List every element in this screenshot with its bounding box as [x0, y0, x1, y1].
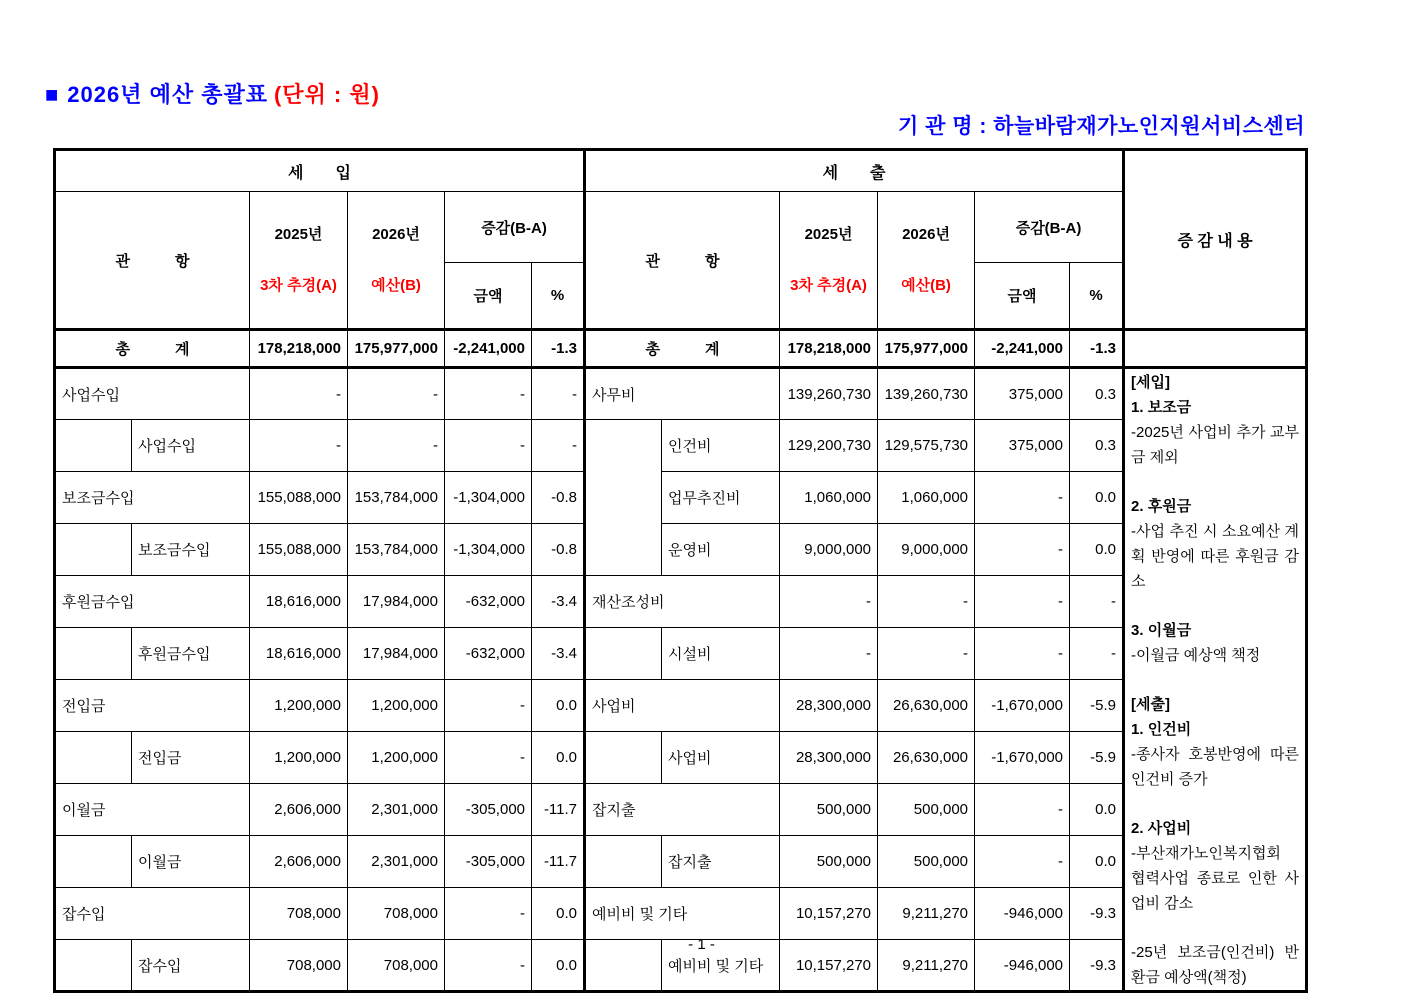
- revenue-gwan-label: 잡수입: [55, 888, 250, 940]
- expenditure-hang-label: 잡지출: [662, 836, 780, 888]
- revenue-indent-cell: [55, 628, 132, 680]
- expenditure-hang-label: 인건비: [662, 420, 780, 472]
- revenue-amount-2025: 18,616,000: [250, 576, 348, 628]
- revenue-gwan-label: 후원금수입: [55, 576, 250, 628]
- revenue-gwan-label: 사업수입: [55, 368, 250, 420]
- notes-text: [1131, 594, 1299, 618]
- notes-text: -25년 보조금(인건비) 반환금 예상액(책정): [1131, 943, 1300, 986]
- expenditure-total-label: 총 계: [585, 330, 780, 368]
- revenue-pct: -3.4: [532, 576, 585, 628]
- expenditure-amount-diff: 375,000: [975, 368, 1070, 420]
- revenue-gwan-label: 이월금: [55, 784, 250, 836]
- revenue-amount-2026: 17,984,000: [348, 628, 445, 680]
- revenue-amount-2025: 2,606,000: [250, 836, 348, 888]
- budget-data-row: [55, 680, 1307, 732]
- revenue-amount-2025: 708,000: [250, 940, 348, 992]
- revenue-2026-year: 2026년: [372, 226, 420, 243]
- expenditure-amount-diff: -946,000: [975, 940, 1070, 992]
- revenue-indent-cell: [55, 524, 132, 576]
- budget-data-row: [55, 420, 1307, 472]
- revenue-amount-2026: -: [348, 368, 445, 420]
- revenue-pct: -: [532, 368, 585, 420]
- revenue-amount-diff: -632,000: [445, 576, 532, 628]
- expenditure-hang-label: 예비비 및 기타: [662, 940, 780, 992]
- revenue-2025-sub: 3차 추경(A): [260, 277, 337, 294]
- revenue-hang-label: 잡수입: [132, 940, 250, 992]
- notes-heading: 1. 인건비: [1131, 720, 1192, 738]
- expenditure-2025-header: [780, 192, 878, 330]
- expenditure-amount-2025: 10,157,270: [780, 940, 878, 992]
- expenditure-total-2026: 175,977,000: [878, 330, 975, 368]
- expenditure-amount-diff: -: [975, 628, 1070, 680]
- budget-data-row: [55, 628, 1307, 680]
- revenue-hang-label: 후원금수입: [132, 628, 250, 680]
- notes-text: [1131, 470, 1299, 494]
- expenditure-indent-cell: [585, 628, 662, 680]
- revenue-amount-2025: 1,200,000: [250, 680, 348, 732]
- expenditure-pct: -5.9: [1070, 680, 1124, 732]
- expenditure-pct: 0.0: [1070, 836, 1124, 888]
- revenue-hang-label: 보조금수입: [132, 524, 250, 576]
- expenditure-amount-2025: 28,300,000: [780, 732, 878, 784]
- revenue-2026-header: [348, 192, 445, 330]
- revenue-amount-2025: 155,088,000: [250, 524, 348, 576]
- expenditure-amount-diff: -: [975, 576, 1070, 628]
- revenue-amount-2025: 155,088,000: [250, 472, 348, 524]
- page-title-unit: (단위 : 원): [273, 82, 380, 107]
- expenditure-indent-cell: [585, 420, 662, 576]
- budget-data-row: [55, 732, 1307, 784]
- revenue-indent-cell: [55, 732, 132, 784]
- expenditure-pct: 0.0: [1070, 524, 1124, 576]
- revenue-amount-2026: 153,784,000: [348, 472, 445, 524]
- expenditure-amount-diff: -: [975, 524, 1070, 576]
- revenue-pct: -11.7: [532, 836, 585, 888]
- expenditure-pct: 0.3: [1070, 368, 1124, 420]
- revenue-amount-diff: -632,000: [445, 628, 532, 680]
- expenditure-total-pct: -1.3: [1070, 330, 1124, 368]
- expenditure-amount-2025: -: [780, 628, 878, 680]
- revenue-pct: -: [532, 420, 585, 472]
- budget-table: [53, 148, 1308, 993]
- budget-data-row: [55, 784, 1307, 836]
- expenditure-amount-2026: 26,630,000: [878, 732, 975, 784]
- expenditure-amount-diff: 375,000: [975, 420, 1070, 472]
- expenditure-amount-2026: -: [878, 628, 975, 680]
- revenue-amount-diff: -305,000: [445, 784, 532, 836]
- revenue-pct-header: %: [532, 263, 585, 330]
- expenditure-amount-2025: 139,260,730: [780, 368, 878, 420]
- revenue-hang-label: 전입금: [132, 732, 250, 784]
- expenditure-total-diff: -2,241,000: [975, 330, 1070, 368]
- expenditure-hang-label: 업무추진비: [662, 472, 780, 524]
- expenditure-indent-cell: [585, 732, 662, 784]
- expenditure-pct: -: [1070, 628, 1124, 680]
- page-title-text: 2026년 예산 총괄표: [67, 82, 268, 107]
- notes-header: 증 감 내 용: [1124, 150, 1307, 330]
- revenue-hang-label: 사업수입: [132, 420, 250, 472]
- notes-heading: 2. 후원금: [1131, 497, 1192, 515]
- revenue-amount-2026: -: [348, 420, 445, 472]
- expenditure-amount-2025: -: [780, 576, 878, 628]
- expenditure-amount-2026: 139,260,730: [878, 368, 975, 420]
- expenditure-2025-sub: 3차 추경(A): [790, 277, 867, 294]
- expenditure-amount-2026: 1,060,000: [878, 472, 975, 524]
- revenue-amount-diff: -305,000: [445, 836, 532, 888]
- revenue-pct: 0.0: [532, 680, 585, 732]
- budget-data-row: [55, 888, 1307, 940]
- notes-cell: [1124, 368, 1307, 992]
- expenditure-gwan-label: 재산조성비: [585, 576, 780, 628]
- revenue-section-header: 세 입: [55, 150, 585, 192]
- expenditure-pct: 0.3: [1070, 420, 1124, 472]
- expenditure-amount-2025: 500,000: [780, 836, 878, 888]
- expenditure-gwan-label: 잡지출: [585, 784, 780, 836]
- expenditure-amount-2026: 9,211,270: [878, 888, 975, 940]
- revenue-amount-diff: -: [445, 732, 532, 784]
- budget-data-row: [55, 836, 1307, 888]
- revenue-amount-2025: 2,606,000: [250, 784, 348, 836]
- revenue-category-header: 관 항: [55, 192, 250, 330]
- expenditure-amount-2026: -: [878, 576, 975, 628]
- revenue-total-label: 총 계: [55, 330, 250, 368]
- expenditure-amount-diff: -1,670,000: [975, 732, 1070, 784]
- expenditure-amount-2026: 9,000,000: [878, 524, 975, 576]
- notes-heading: [세입]: [1131, 373, 1171, 391]
- title-bullet-icon: ■: [45, 82, 60, 107]
- expenditure-section-header: 세 출: [585, 150, 1124, 192]
- revenue-pct: 0.0: [532, 732, 585, 784]
- notes-heading: 1. 보조금: [1131, 398, 1192, 416]
- expenditure-amount-2025: 500,000: [780, 784, 878, 836]
- expenditure-hang-label: 시설비: [662, 628, 780, 680]
- revenue-pct: 0.0: [532, 888, 585, 940]
- expenditure-2026-header: [878, 192, 975, 330]
- expenditure-amount-2025: 10,157,270: [780, 888, 878, 940]
- budget-data-row: [55, 368, 1307, 420]
- expenditure-2026-year: 2026년: [902, 226, 950, 243]
- expenditure-hang-label: 운영비: [662, 524, 780, 576]
- revenue-2026-sub: 예산(B): [371, 277, 421, 294]
- revenue-amount-header: 금액: [445, 263, 532, 330]
- revenue-amount-diff: -: [445, 940, 532, 992]
- expenditure-2025-year: 2025년: [804, 226, 853, 243]
- revenue-amount-2026: 1,200,000: [348, 732, 445, 784]
- expenditure-pct: 0.0: [1070, 472, 1124, 524]
- revenue-amount-2026: 708,000: [348, 940, 445, 992]
- expenditure-amount-2025: 9,000,000: [780, 524, 878, 576]
- notes-text: -부산재가노인복지협회 협력사업 종료로 인한 사업비 감소: [1131, 844, 1300, 912]
- revenue-amount-diff: -1,304,000: [445, 472, 532, 524]
- expenditure-pct: -: [1070, 576, 1124, 628]
- revenue-amount-diff: -: [445, 888, 532, 940]
- org-name: 기 관 명 : 하늘바람재가노인지원서비스센터: [898, 115, 1305, 138]
- revenue-gwan-label: 전입금: [55, 680, 250, 732]
- revenue-total-diff: -2,241,000: [445, 330, 532, 368]
- revenue-amount-2026: 2,301,000: [348, 784, 445, 836]
- expenditure-amount-2026: 129,575,730: [878, 420, 975, 472]
- expenditure-gwan-label: 사업비: [585, 680, 780, 732]
- revenue-2025-year: 2025년: [274, 226, 323, 243]
- revenue-amount-diff: -1,304,000: [445, 524, 532, 576]
- notes-total-empty-cell: [1124, 330, 1307, 368]
- budget-data-row: [55, 576, 1307, 628]
- revenue-amount-diff: -: [445, 368, 532, 420]
- revenue-total-2026: 175,977,000: [348, 330, 445, 368]
- expenditure-indent-cell: [585, 836, 662, 888]
- expenditure-amount-header: 금액: [975, 263, 1070, 330]
- expenditure-pct: -5.9: [1070, 732, 1124, 784]
- expenditure-gwan-label: 사무비: [585, 368, 780, 420]
- notes-text: -사업 추진 시 소요예산 계획 반영에 따른 후원금 감소: [1131, 522, 1300, 590]
- expenditure-amount-2026: 26,630,000: [878, 680, 975, 732]
- revenue-total-pct: -1.3: [532, 330, 585, 368]
- revenue-amount-2025: 1,200,000: [250, 732, 348, 784]
- revenue-pct: -0.8: [532, 524, 585, 576]
- notes-heading: 3. 이월금: [1131, 621, 1192, 639]
- budget-data-row: [55, 472, 1307, 524]
- notes-text: -종사자 호봉반영에 따른 인건비 증가: [1131, 745, 1300, 788]
- revenue-hang-label: 이월금: [132, 836, 250, 888]
- expenditure-amount-diff: -: [975, 472, 1070, 524]
- revenue-diff-header: 증감(B-A): [445, 192, 585, 263]
- expenditure-pct: 0.0: [1070, 784, 1124, 836]
- expenditure-amount-2026: 9,211,270: [878, 940, 975, 992]
- revenue-amount-2025: -: [250, 420, 348, 472]
- revenue-pct: -0.8: [532, 472, 585, 524]
- notes-text: -2025년 사업비 추가 교부금 제외: [1131, 423, 1300, 466]
- revenue-indent-cell: [55, 836, 132, 888]
- revenue-amount-2026: 17,984,000: [348, 576, 445, 628]
- notes-text: [1131, 792, 1299, 816]
- revenue-amount-2026: 1,200,000: [348, 680, 445, 732]
- expenditure-pct: -9.3: [1070, 940, 1124, 992]
- revenue-amount-2025: -: [250, 368, 348, 420]
- revenue-gwan-label: 보조금수입: [55, 472, 250, 524]
- expenditure-pct: -9.3: [1070, 888, 1124, 940]
- revenue-amount-2025: 18,616,000: [250, 628, 348, 680]
- revenue-pct: 0.0: [532, 940, 585, 992]
- revenue-amount-diff: -: [445, 680, 532, 732]
- notes-heading: [세출]: [1131, 695, 1171, 713]
- expenditure-gwan-label: 예비비 및 기타: [585, 888, 780, 940]
- expenditure-2026-sub: 예산(B): [901, 277, 951, 294]
- revenue-pct: -11.7: [532, 784, 585, 836]
- expenditure-amount-2025: 1,060,000: [780, 472, 878, 524]
- expenditure-amount-diff: -1,670,000: [975, 680, 1070, 732]
- revenue-amount-2026: 708,000: [348, 888, 445, 940]
- page-title: [45, 78, 380, 109]
- revenue-2025-header: [250, 192, 348, 330]
- revenue-pct: -3.4: [532, 628, 585, 680]
- expenditure-pct-header: %: [1070, 263, 1124, 330]
- expenditure-amount-2026: 500,000: [878, 836, 975, 888]
- expenditure-amount-diff: -: [975, 836, 1070, 888]
- notes-text: -이월금 예상액 책정: [1131, 646, 1261, 664]
- expenditure-amount-2026: 500,000: [878, 784, 975, 836]
- expenditure-amount-2025: 129,200,730: [780, 420, 878, 472]
- notes-heading: 2. 사업비: [1131, 819, 1192, 837]
- revenue-amount-2026: 153,784,000: [348, 524, 445, 576]
- page-number: - 1 -: [688, 936, 715, 953]
- revenue-amount-2026: 2,301,000: [348, 836, 445, 888]
- revenue-indent-cell: [55, 420, 132, 472]
- notes-text: [1131, 668, 1299, 692]
- expenditure-hang-label: 사업비: [662, 732, 780, 784]
- expenditure-category-header: 관 항: [585, 192, 780, 330]
- revenue-amount-2025: 708,000: [250, 888, 348, 940]
- expenditure-amount-diff: -946,000: [975, 888, 1070, 940]
- expenditure-diff-header: 증감(B-A): [975, 192, 1124, 263]
- revenue-total-2025: 178,218,000: [250, 330, 348, 368]
- total-row: [55, 330, 1307, 368]
- budget-data-row: [55, 524, 1307, 576]
- expenditure-total-2025: 178,218,000: [780, 330, 878, 368]
- expenditure-amount-2025: 28,300,000: [780, 680, 878, 732]
- revenue-amount-diff: -: [445, 420, 532, 472]
- expenditure-amount-diff: -: [975, 784, 1070, 836]
